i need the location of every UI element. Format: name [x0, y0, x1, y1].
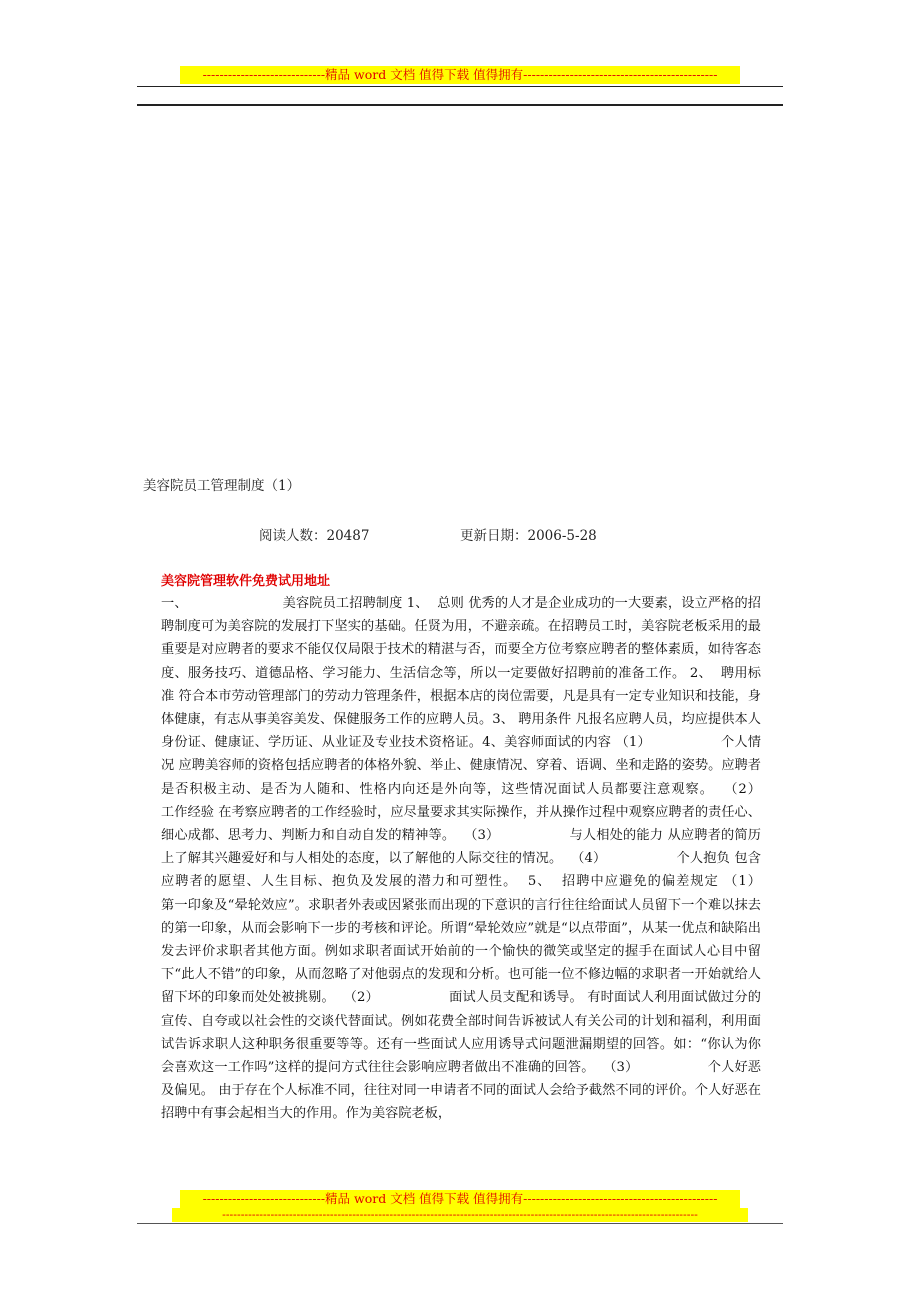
header-rule-thick [137, 104, 783, 106]
header-rule-thin [137, 86, 783, 87]
footer-dash-line: -------------------------------------------------------------------------------------------------------------------------------- [172, 1208, 748, 1222]
footer-rule [137, 1223, 783, 1224]
header-banner: -----------------------------精品 word 文档 值得下载 值得拥有---------------------------------------------- [180, 66, 740, 84]
software-trial-link[interactable]: 美容院管理软件免费试用地址 [161, 574, 331, 589]
read-count: 阅读人数：20487 [259, 528, 370, 544]
document-title: 美容院员工管理制度（1） [143, 478, 301, 494]
footer-banner: -----------------------------精品 word 文档 值得下载 值得拥有---------------------------------------------- [180, 1190, 740, 1208]
document-body: 一、 美容院员工招聘制度 1、 总则 优秀的人才是企业成功的一大要素，设立严格的招聘制度可为美容院的发展打下坚实的基础。任贤为用，不避亲疏。在招聘员工时，美容院老板采用的最重要是对应聘者的要求不能仅仅局限于技术的精湛与否，而要全方位考察应聘者的整体素质，如待客态度、服务技巧、道德品格、学习能力、生活信念等，所以一定要做好招聘前的准备工作。 2、 聘用标准 符合本市劳动管理部门的劳动力管理条件，根据本店的岗位需要，凡是具有一定专业知识和技能，身体健康，有志从事美容美发、保健服务工作的应聘人员。3、 聘用条件 凡报名应聘人员，均应提供本人身份证、健康证、学历证、从业证及专业技术资格证。4、美容师面试的内容 （1） 个人情况 应聘美容师的资格包括应聘者的体格外貌、举止、健康情况、穿着、语调、坐和走路的姿势。应聘者是否积极主动、是否为人随和、性格内向还是外向等，这些情况面试人员都要注意观察。 （2） 工作经验 在考察应聘者的工作经验时，应尽量要求其实际操作，并从操作过程中观察应聘者的责任心、细心成都、思考力、判断力和自动自发的精神等。 （3） 与人相处的能力 从应聘者的简历上了解其兴趣爱好和与人相处的态度，以了解他的人际交往的情况。 （4） 个人抱负 包含应聘者的愿望、人生目标、抱负及发展的潜力和可塑性。 5、 招聘中应避免的偏差规定 （1） 第一印象及“晕轮效应”。求职者外表或因紧张而出现的下意识的言行往往给面试人员留下一个难以抹去的第一印象，从而会影响下一步的考核和评论。所谓“晕轮效应”就是“以点带面”，从某一优点和缺陷出发去评价求职者其他方面。例如求职者面试开始前的一个愉快的微笑或坚定的握手在面试人心目中留下“此人不错”的印象，从而忽略了对他弱点的发现和分析。也可能一位不修边幅的求职者一开始就给人留下坏的印象而处处被挑剔。 （2） 面试人员支配和诱导。 有时面试人利用面试做过分的宣传、自夸或以社会性的交谈代替面试。例如花费全部时间告诉被试人有关公司的计划和福利，利用面试告诉求职人这种职务很重要等等。还有一些面试人应用诱导式问题泄漏期望的回答。如：“你认为你会喜欢这一工作吗”这样的提问方式往往会影响应聘者做出不准确的回答。 （3） 个人好恶及偏见。 由于存在个人标准不同，往往对同一申请者不同的面试人会给予截然不同的评价。个人好恶在招聘中有事会起相当大的作用。作为美容院老板， [161, 596, 829, 1122]
update-date: 更新日期：2006-5-28 [460, 528, 597, 544]
